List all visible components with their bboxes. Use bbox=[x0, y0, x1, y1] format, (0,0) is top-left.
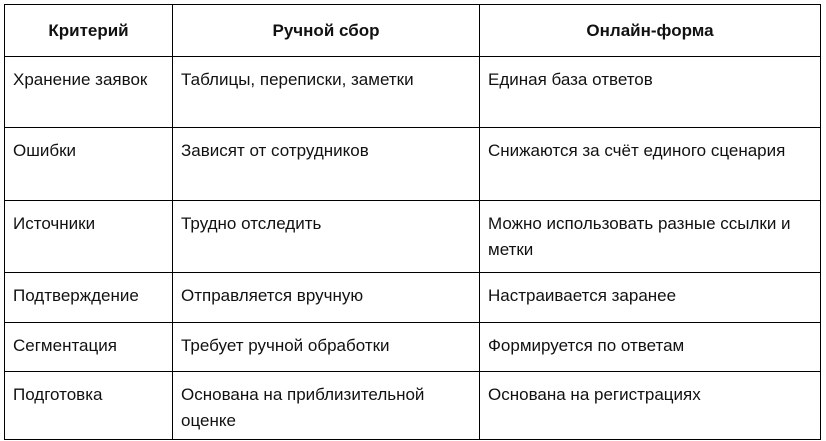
row-criterion: Ошибки bbox=[5, 128, 173, 201]
row-manual: Основана на приблизительной оценке bbox=[173, 372, 480, 440]
row-criterion: Подготовка bbox=[5, 372, 173, 440]
table-row bbox=[5, 201, 821, 273]
row-criterion: Сегментация bbox=[5, 323, 173, 372]
row-online-form: Можно использовать разные ссылки и метки bbox=[480, 201, 821, 273]
row-criterion: Источники bbox=[5, 201, 173, 273]
comparison-table bbox=[4, 4, 821, 440]
row-online-form: Основана на регистрациях bbox=[480, 372, 821, 440]
header-criterion: Критерий bbox=[5, 5, 173, 57]
row-manual: Требует ручной обработки bbox=[173, 323, 480, 372]
header-online-form: Онлайн-форма bbox=[480, 5, 821, 57]
row-online-form: Снижаются за счёт единого сценария bbox=[480, 128, 821, 201]
table-row bbox=[5, 372, 821, 440]
row-online-form: Единая база ответов bbox=[480, 57, 821, 128]
row-manual: Таблицы, переписки, заметки bbox=[173, 57, 480, 128]
row-criterion: Хранение заявок bbox=[5, 57, 173, 128]
table-row bbox=[5, 273, 821, 323]
row-manual: Зависят от сотрудников bbox=[173, 128, 480, 201]
table-row bbox=[5, 128, 821, 201]
row-manual: Отправляется вручную bbox=[173, 273, 480, 323]
row-manual: Трудно отследить bbox=[173, 201, 480, 273]
comparison-table-wrapper bbox=[4, 4, 821, 440]
header-manual: Ручной сбор bbox=[173, 5, 480, 57]
row-online-form: Настраивается заранее bbox=[480, 273, 821, 323]
table-row bbox=[5, 57, 821, 128]
row-criterion: Подтверждение bbox=[5, 273, 173, 323]
table-row bbox=[5, 323, 821, 372]
table-header-row bbox=[5, 5, 821, 57]
row-online-form: Формируется по ответам bbox=[480, 323, 821, 372]
